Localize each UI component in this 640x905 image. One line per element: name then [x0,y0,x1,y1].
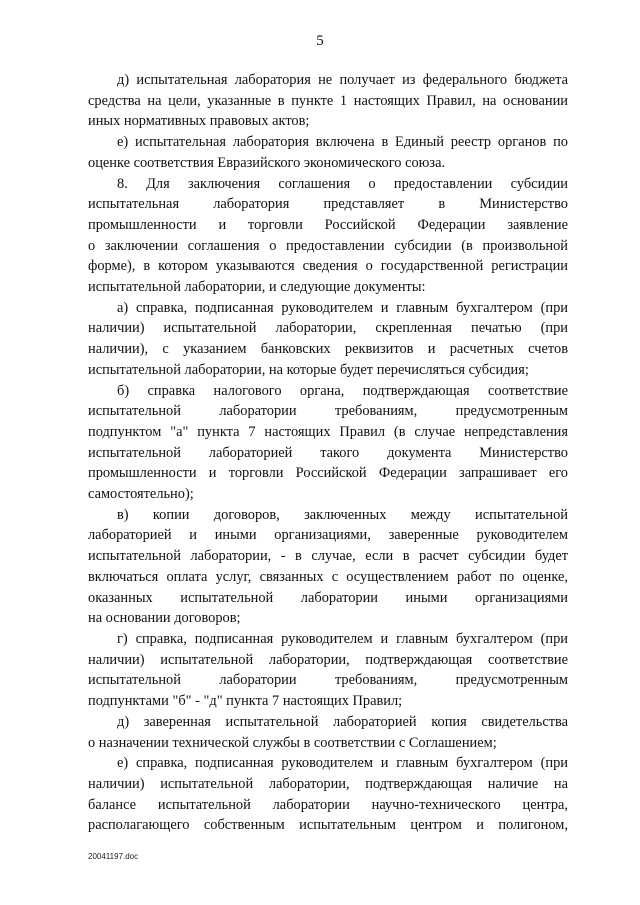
text-line: о заключении соглашения о предоставлении субсидии (в произвольной [88,237,568,254]
text-line: промышленности и торговли Российской Федерации запрашивает его [88,465,568,482]
text-line: наличии) испытательной лаборатории, подтверждающая наличие на [88,775,568,792]
paragraph [88,381,568,505]
text-line: е) справка, подписанная руководителем и главным бухгалтером (при [117,755,568,772]
text-line: иных нормативных правовых актов; [88,113,310,130]
paragraph [88,753,568,836]
text-line: д) заверенная испытательной лабораторией копия свидетельства [117,713,568,730]
text-line: оценке соответствия Евразийского экономического союза. [88,154,446,171]
paragraph [88,132,568,173]
text-line: б) справка налогового органа, подтверждающая соответствие [117,382,568,399]
text-line: подпунктом "а" пункта 7 настоящих Правил (в случае непредставления [88,423,568,440]
text-line: г) справка, подписанная руководителем и главным бухгалтером (при [117,630,568,647]
text-line: средства на цели, указанные в пункте 1 настоящих Правил, на основании [88,92,568,109]
text-line: включаться оплата услуг, связанных с осуществлением работ по оценке, [88,568,568,585]
text-line: располагающего собственным испытательным центром и полигоном, [88,817,568,834]
text-line: испытательной лаборатории, и следующие документы: [88,279,426,296]
text-line: е) испытательная лаборатория включена в Единый реестр органов по [117,134,568,151]
text-line: балансе испытательной лаборатории научно-технического центра, [88,796,568,813]
file-name-footer: 20041197.doc [88,852,139,861]
paragraph [88,712,568,753]
page-number: 5 [316,33,324,49]
paragraph [88,70,568,132]
paragraph [88,505,568,629]
text-line: форме), в котором указываются сведения о государственной регистрации [88,258,568,275]
text-line: промышленности и торговли Российской Федерации заявление [88,216,568,233]
text-line: испытательной лаборатории требованиям, предусмотренным [88,672,568,689]
text-line: испытательной лаборатории, на которые будет перечисляться субсидия; [88,361,529,378]
text-line: лабораторией и иными организациями, заверенные руководителем [88,527,568,544]
text-line: испытательной лаборатории, - в случае, если в расчет субсидии будет [88,548,568,565]
text-line: испытательной лаборатории требованиям, предусмотренным [88,403,568,420]
document-body [88,70,568,836]
text-line: 8. Для заключения соглашения о предоставлении субсидии [117,175,568,192]
paragraph [88,629,568,712]
text-line: наличии) испытательной лаборатории, подтверждающая соответствие [88,651,568,668]
text-line: наличии), с указанием банковских реквизитов и расчетных счетов [88,341,568,358]
text-line: д) испытательная лаборатория не получает из федерального бюджета [117,72,568,88]
text-line: самостоятельно); [88,486,194,503]
text-line: испытательной лабораторией такого документа Министерство [88,444,568,461]
paragraph [88,298,568,381]
text-line: о назначении технической службы в соответствии с Соглашением; [88,734,497,751]
text-line: оказанных испытательной лаборатории иными организациями [88,589,568,606]
text-line: подпунктами "б" - "д" пункта 7 настоящих Правил; [88,693,403,710]
text-line: в) копии договоров, заключенных между испытательной [117,506,568,523]
text-line: испытательная лаборатория представляет в Министерство [88,196,568,213]
paragraph [88,174,568,298]
text-line: наличии) испытательной лаборатории, скрепленная печатью (при [88,320,568,337]
text-line: на основании договоров; [88,610,241,627]
text-line: а) справка, подписанная руководителем и главным бухгалтером (при [117,299,568,316]
